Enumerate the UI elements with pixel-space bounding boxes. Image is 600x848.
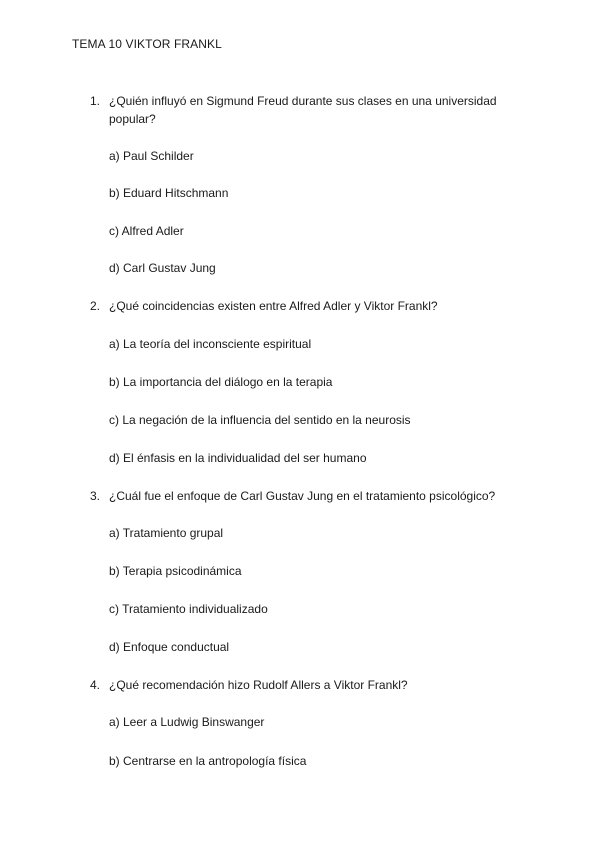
- question-3: [90, 487, 510, 505]
- question-3-option-d: d) Enfoque conductual: [109, 640, 230, 654]
- question-3-option-c: c) Tratamiento individualizado: [109, 602, 268, 616]
- document-title: TEMA 10 VIKTOR FRANKL: [72, 37, 222, 51]
- question-3-option-b: b) Terapia psicodinámica: [109, 564, 242, 578]
- question-number: 4.: [90, 678, 101, 692]
- question-text: ¿Qué coincidencias existen entre Alfred Adler y Viktor Frankl?: [109, 299, 438, 313]
- question-text: ¿Cuál fue el enfoque de Carl Gustav Jung en el tratamiento psicológico?: [109, 489, 496, 503]
- question-2-option-d: d) El énfasis en la individualidad del ser humano: [109, 451, 367, 465]
- question-4-option-b: b) Centrarse en la antropología física: [109, 754, 307, 768]
- question-1-option-c: c) Alfred Adler: [109, 224, 184, 238]
- question-2: [90, 297, 510, 315]
- question-2-option-c: c) La negación de la influencia del sentido en la neurosis: [109, 413, 411, 427]
- question-1-option-d: d) Carl Gustav Jung: [109, 261, 216, 275]
- question-2-option-b: b) La importancia del diálogo en la terapia: [109, 375, 333, 389]
- question-2-option-a: a) La teoría del inconsciente espiritual: [109, 337, 312, 351]
- question-1-option-b: b) Eduard Hitschmann: [109, 186, 229, 200]
- question-text: ¿Quién influyó en Sigmund Freud durante sus clases en una universidad popular?: [109, 94, 497, 126]
- question-number: 2.: [90, 299, 101, 313]
- question-4-option-a: a) Leer a Ludwig Binswanger: [109, 715, 265, 729]
- question-4: [90, 676, 510, 694]
- question-1: [90, 92, 510, 128]
- question-1-option-a: a) Paul Schilder: [109, 149, 194, 163]
- question-number: 3.: [90, 489, 101, 503]
- question-number: 1.: [90, 94, 101, 108]
- question-text: ¿Qué recomendación hizo Rudolf Allers a Viktor Frankl?: [109, 678, 408, 692]
- question-3-option-a: a) Tratamiento grupal: [109, 526, 224, 540]
